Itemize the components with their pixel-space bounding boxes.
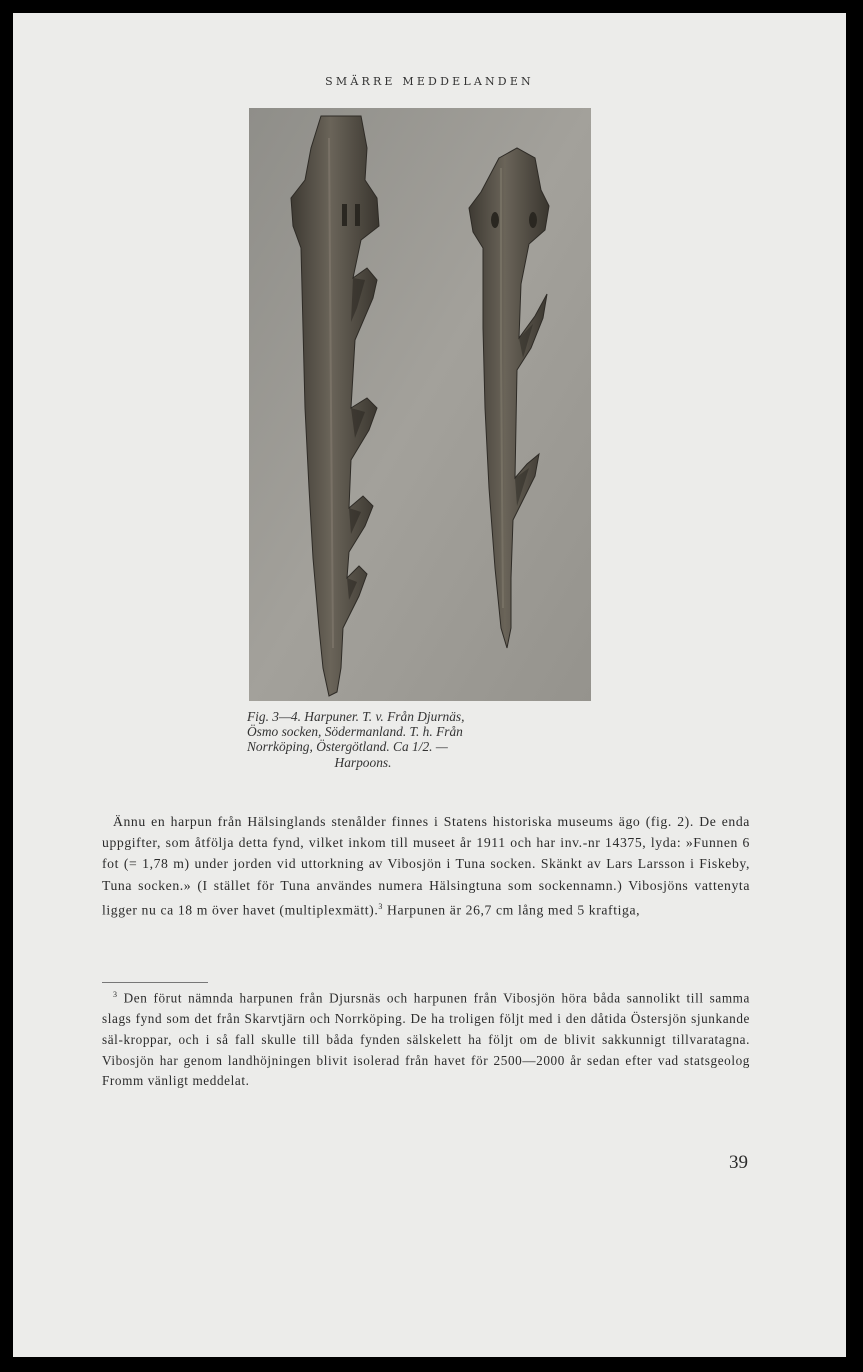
footnote-text: Den förut nämnda harpunen från Djursnäs och harpunen från Vibosjön höra båda sannolikt till samma slags fynd som det från Skarvtjärn och Norrköping. De ha troligen följt med i den dåtida Östersjön sjunkande säl-kroppar, och i så fall skulle till båda fynden sälskelett ha följt om de blivit sakkunnigt tillvaratagna. Vibosjön har genom landhöjningen blivit isolerad från havet för 2500—2000 år sedan efter vad statsgeolog Fromm vänligt meddelat. bbox=[102, 990, 750, 1089]
caption-line: Norrköping, Östergötland. Ca 1/2. — bbox=[247, 739, 448, 755]
body-text-tail: Harpunen är 26,7 cm lång med 5 kraftiga, bbox=[382, 902, 641, 918]
book-page bbox=[13, 13, 846, 1357]
caption-english: Harpoons. bbox=[334, 754, 392, 770]
running-head: SMÄRRE MEDDELANDEN bbox=[325, 75, 534, 88]
figure-caption bbox=[247, 709, 509, 770]
caption-line: Fig. 3—4. Harpuner. T. v. Från Djurnäs, bbox=[247, 709, 465, 724]
footnote-marker: 3 bbox=[113, 990, 118, 999]
footnote-divider bbox=[102, 982, 208, 983]
body-paragraph bbox=[102, 811, 750, 921]
page-number: 39 bbox=[729, 1152, 748, 1173]
body-text: Ännu en harpun från Hälsinglands stenålder finnes i Statens historiska museums ägo (fig. 2). De enda uppgifter, som åtfölja detta fynd, vilket inkom till museet år 1911 och har inv.-nr 14375, lyda: »Funnen 6 fot (= 1,78 m) under jorden vid uttorkning av Vibosjön i Tuna socken. Skänkt av Lars Larsson i Fiskeby, Tuna socken.» (I stället för Tuna användes numera Hälsingtuna som sockennamn.) Vibosjöns vattenyta ligger nu ca 18 m över havet (multiplexmätt). bbox=[102, 814, 750, 918]
footnote bbox=[102, 985, 750, 1092]
footnote-reference[interactable]: 3 bbox=[378, 901, 383, 911]
caption-line: Ösmo socken, Södermanland. T. h. Från bbox=[247, 724, 463, 740]
harpoons-photograph bbox=[249, 108, 591, 701]
